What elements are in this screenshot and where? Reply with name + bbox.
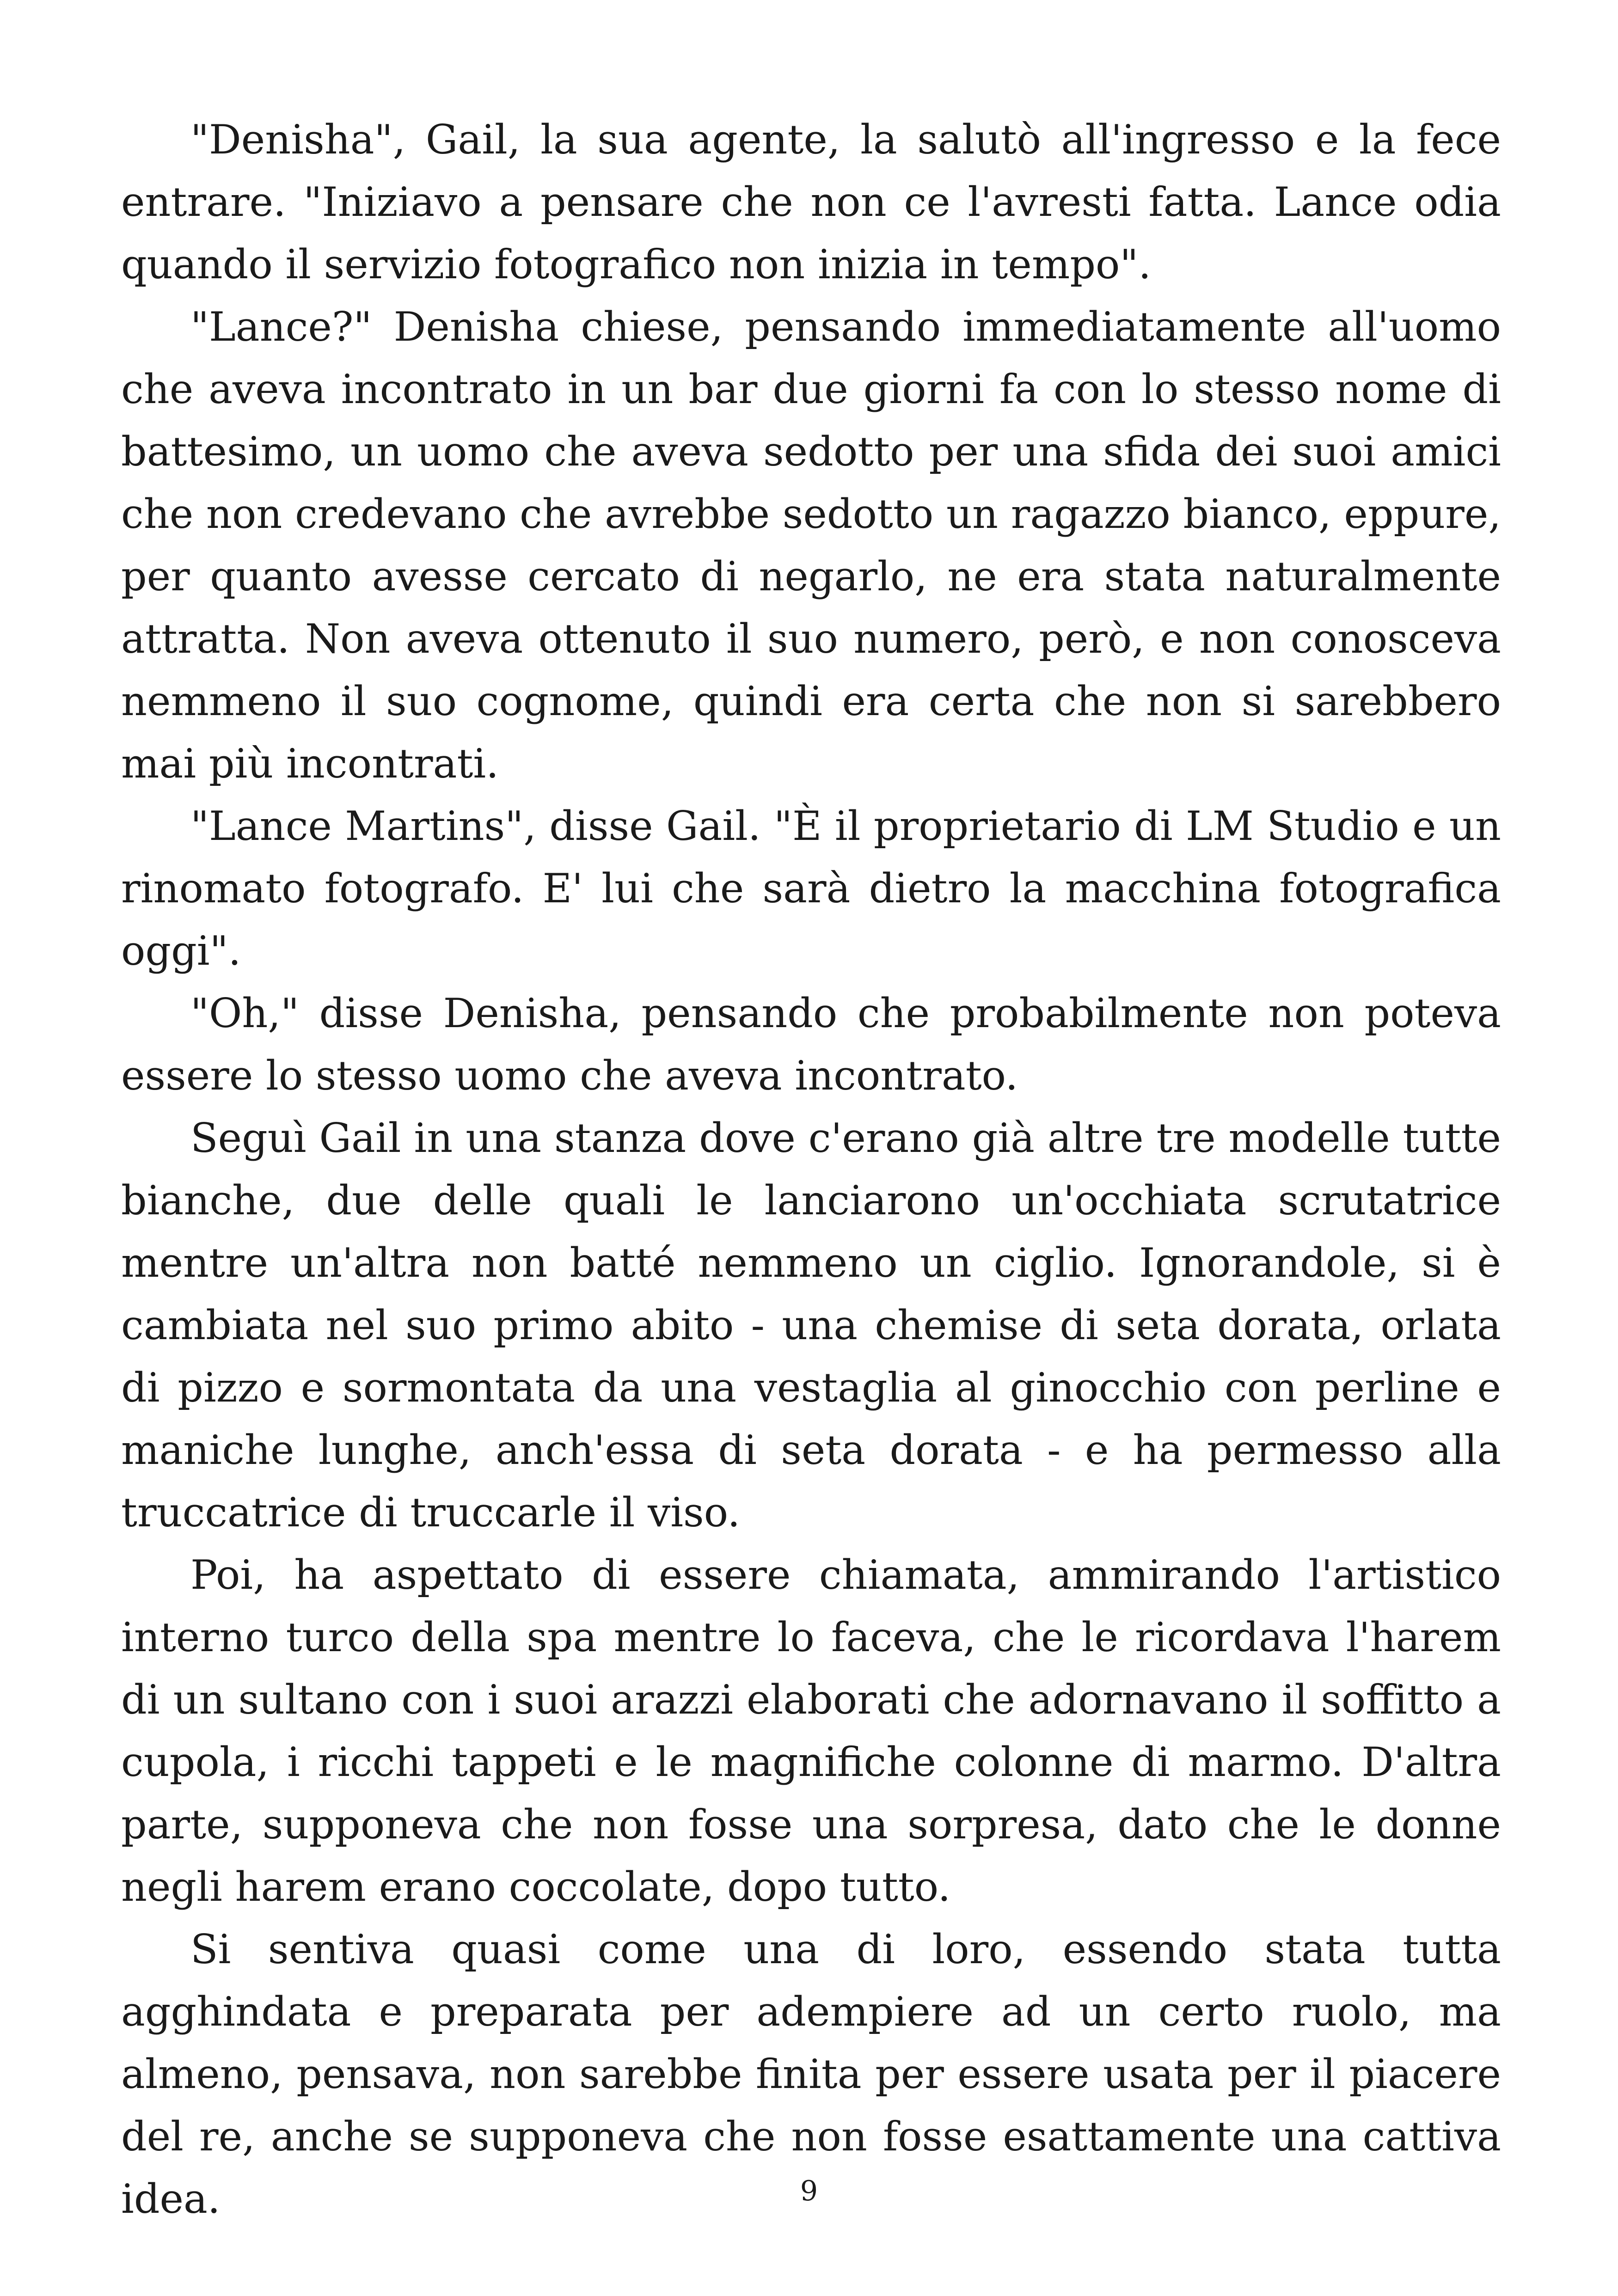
- paragraph-4: "Oh," disse Denisha, pensando che probabilmente non poteva essere lo stesso uomo che aveva incontrato.: [121, 990, 1501, 1099]
- page-body: [121, 109, 1501, 2230]
- paragraph-7: Si sentiva quasi come una di loro, essendo stata tutta agghindata e preparata per adempiere ad un certo ruolo, ma almeno, pensava, non sarebbe finita per essere usata per il piacere del re, anche se supponeva che non fosse esattamente una cattiva idea.: [121, 1926, 1501, 2223]
- paragraph-3: "Lance Martins", disse Gail. "È il proprietario di LM Studio e un rinomato fotografo. E' lui che sarà dietro la macchina fotografica oggi".: [121, 802, 1501, 974]
- paragraph-5: Seguì Gail in una stanza dove c'erano già altre tre modelle tutte bianche, due delle quali le lanciarono un'occhiata scrutatrice mentre un'altra non batté nemmeno un ciglio. Ignorandole, si è cambiata nel suo primo abito - una chemise di seta dorata, orlata di pizzo e sormontata da una vestaglia al ginocchio con perline e maniche lunghe, anch'essa di seta dorata - e ha permesso alla truccatrice di truccarle il viso.: [121, 1114, 1501, 1536]
- page-number: 9: [800, 2175, 818, 2207]
- paragraph-6: Poi, ha aspettato di essere chiamata, ammirando l'artistico interno turco della spa mentre lo faceva, che le ricordava l'harem di un sultano con i suoi arazzi elaborati che adornavano il soffitto a cupola, i ricchi tappeti e le magnifiche colonne di marmo. D'altra parte, supponeva che non fosse una sorpresa, dato che le donne negli harem erano coccolate, dopo tutto.: [121, 1551, 1501, 1910]
- paragraph-2: "Lance?" Denisha chiese, pensando immediatamente all'uomo che aveva incontrato in un bar due giorni fa con lo stesso nome di battesimo, un uomo che aveva sedotto per una sfida dei suoi amici che non credevano che avrebbe sedotto un ragazzo bianco, eppure, per quanto avesse cercato di negarlo, ne era stata naturalmente attratta. Non aveva ottenuto il suo numero, però, e non conosceva nemmeno il suo cognome, quindi era certa che non si sarebbero mai più incontrati.: [121, 303, 1501, 787]
- paragraph-1: "Denisha", Gail, la sua agente, la salutò all'ingresso e la fece entrare. "Iniziavo a pensare che non ce l'avresti fatta. Lance odia quando il servizio fotografico non inizia in tempo".: [121, 116, 1501, 288]
